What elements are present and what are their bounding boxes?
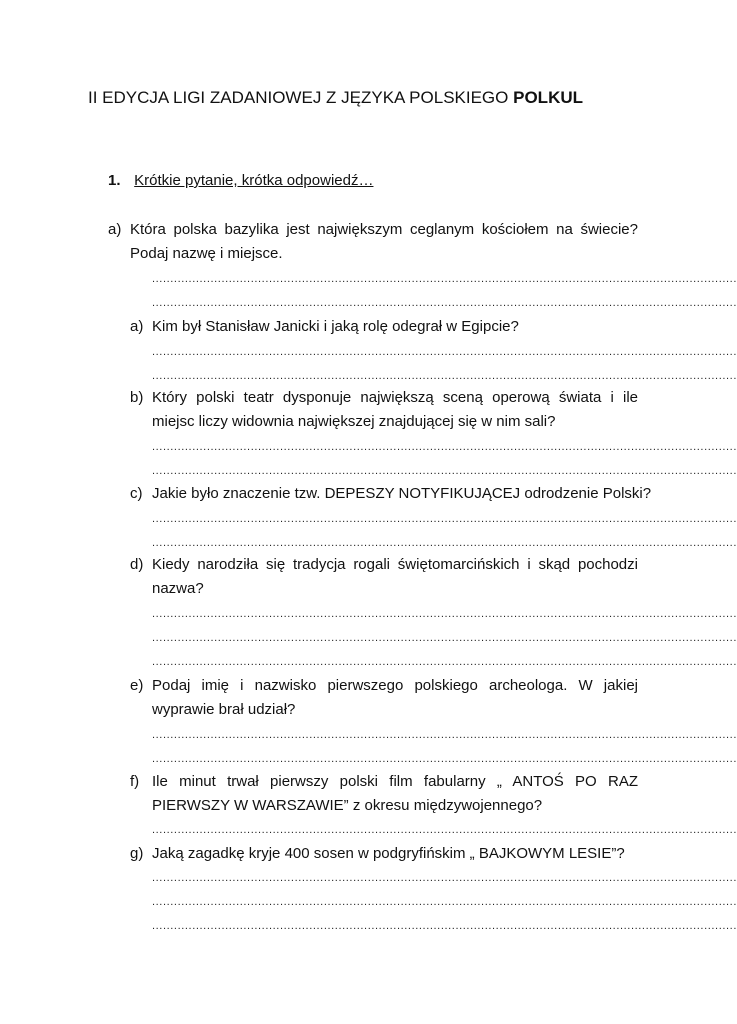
question-text: Kiedy narodziła się tradycja rogali świętomarcińskich i skąd pochodzi nazwa? [152, 556, 638, 597]
question-text: Podaj imię i nazwisko pierwszego polskiego archeologa. W jakiej wyprawie brał udział? [152, 677, 638, 718]
question-label: g) [130, 845, 144, 862]
answer-line[interactable]: ................................................................................................................................................................ [152, 920, 737, 932]
answer-line[interactable]: ................................................................................................................................................................ [152, 753, 737, 765]
question-label: a) [108, 221, 122, 238]
answer-line[interactable]: ................................................................................................................................................................ [152, 465, 737, 477]
question-label: b) [130, 389, 144, 406]
question-text: Ile minut trwał pierwszy polski film fabularny „ ANTOŚ PO RAZ PIERWSZY W WARSZAWIE” z okresu międzywojennego? [152, 773, 638, 814]
section-title: Krótkie pytanie, krótka odpowiedź… [134, 172, 374, 189]
answer-line[interactable]: ................................................................................................................................................................ [152, 537, 737, 549]
answer-line[interactable]: ................................................................................................................................................................ [152, 441, 737, 453]
title-text: II EDYCJA LIGI ZADANIOWEJ Z JĘZYKA POLSKIEGO [88, 88, 509, 107]
answer-line[interactable]: ................................................................................................................................................................ [152, 824, 737, 836]
section-number: 1. [108, 172, 121, 189]
question-label: c) [130, 485, 143, 502]
answer-line[interactable]: ................................................................................................................................................................ [152, 656, 737, 668]
answer-line[interactable]: ................................................................................................................................................................ [152, 896, 737, 908]
answer-line[interactable]: ................................................................................................................................................................ [152, 370, 737, 382]
answer-line[interactable]: ................................................................................................................................................................ [152, 729, 737, 741]
question-text: Który polski teatr dysponuje największą sceną operową świata i ile miejsc liczy widownia największej znajdującej się w nim sali? [152, 389, 638, 430]
answer-line[interactable]: ................................................................................................................................................................ [152, 608, 737, 620]
answer-line[interactable]: ................................................................................................................................................................ [152, 872, 737, 884]
question-label: e) [130, 677, 144, 694]
question-label: a) [130, 318, 144, 335]
section-heading [108, 172, 373, 189]
question-label: f) [130, 773, 140, 790]
title-bold-word: POLKUL [513, 88, 584, 107]
answer-line[interactable]: ................................................................................................................................................................ [152, 273, 737, 285]
answer-line[interactable]: ................................................................................................................................................................ [152, 297, 737, 309]
answer-line[interactable]: ................................................................................................................................................................ [152, 346, 737, 358]
question-text: Która polska bazylika jest największym ceglanym kościołem na świecie? Podaj nazwę i miejsce. [130, 221, 638, 262]
question-label: d) [130, 556, 144, 573]
answer-line[interactable]: ................................................................................................................................................................ [152, 513, 737, 525]
question-text: Jakie było znaczenie tzw. DEPESZY NOTYFIKUJĄCEJ odrodzenie Polski? [152, 485, 652, 502]
page-title [88, 88, 688, 108]
answer-line[interactable]: ................................................................................................................................................................ [152, 632, 737, 644]
question-text: Jaką zagadkę kryje 400 sosen w podgryfińskim „ BAJKOWYM LESIE”? [152, 845, 625, 862]
question-text: Kim był Stanisław Janicki i jaką rolę odegrał w Egipcie? [152, 318, 519, 335]
